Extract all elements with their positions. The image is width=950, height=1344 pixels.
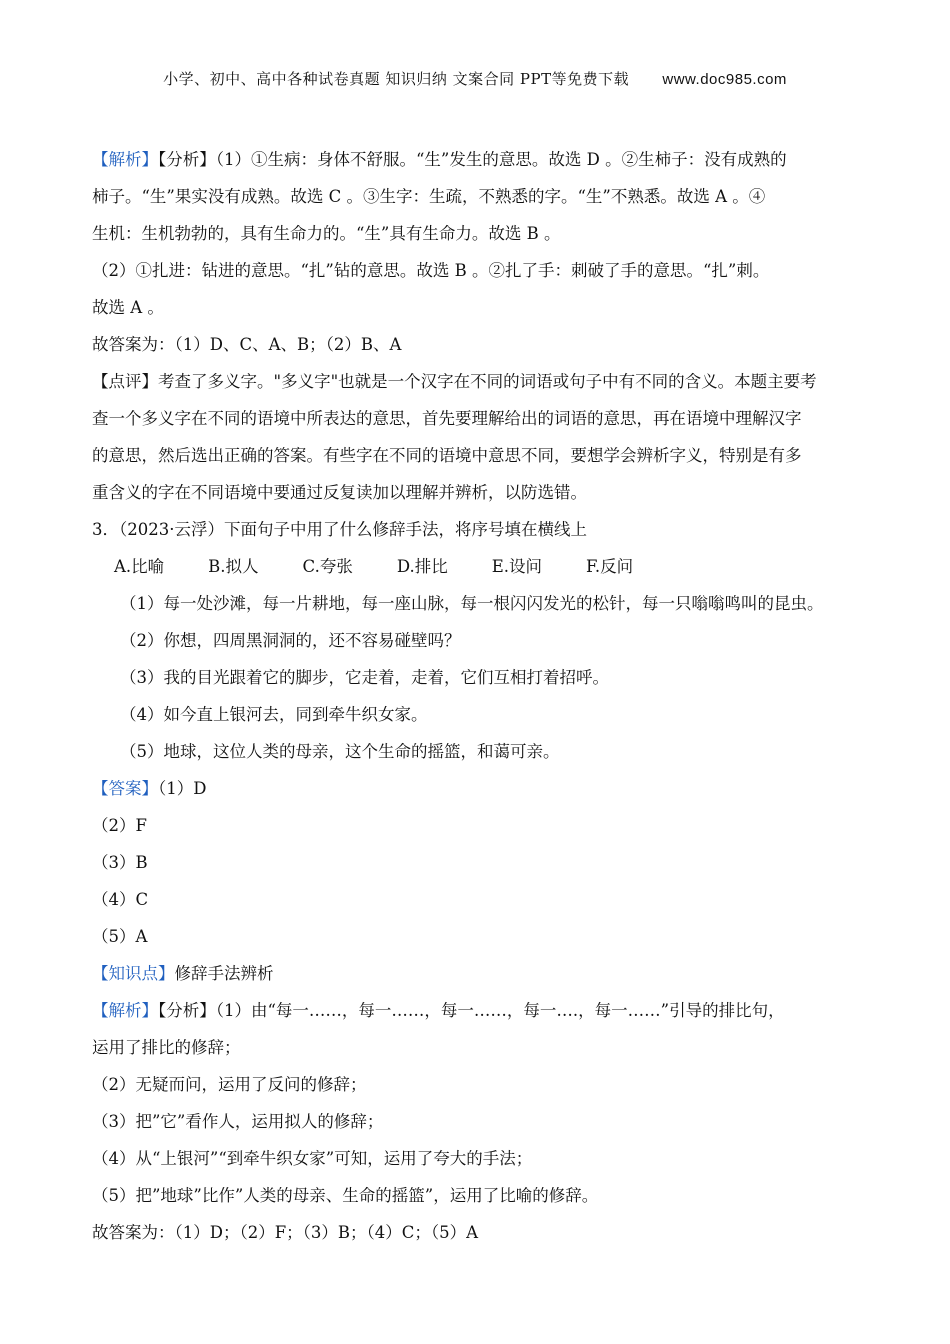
question-item: （5）地球，这位人类的母亲，这个生命的摇篮，和蔼可亲。: [120, 742, 560, 761]
comment-line: 重含义的字在不同语境中要通过反复读加以理解并辨析，以防选错。: [92, 483, 587, 502]
document-body: [92, 141, 872, 1251]
answer-line: 故答案为：（1）D、C、A、B；（2）B、A: [92, 335, 402, 354]
analysis-line: （5）把”地球”比作”人类的母亲、生命的摇篮”，运用了比喻的修辞。: [92, 1186, 599, 1205]
question-item: （4）如今直上银河去，同到牵牛织女家。: [120, 705, 428, 724]
page-header: [0, 68, 950, 89]
answer-line: （3）B: [92, 853, 148, 872]
option-item: F.反问: [586, 557, 634, 576]
analysis-line: 【解析】【分析】（1）由“每一……，每一……，每一……，每一….，每一……”引导的排比句，: [92, 1001, 785, 1020]
option-item: D.排比: [396, 557, 448, 576]
analysis-line: 运用了排比的修辞；: [92, 1038, 241, 1057]
answer-line: （2）F: [92, 816, 147, 835]
final-answer: 故答案为：（1）D；（2）F；（3）B；（4）C；（5）A: [92, 1223, 479, 1242]
tag-answer: 【答案】: [92, 779, 158, 798]
analysis-line: 柿子。“生”果实没有成熟。故选 C 。③生字：生疏，不熟悉的字。“生”不熟悉。故选 A 。④: [92, 187, 766, 206]
tag-jiexi: 【解析】: [92, 150, 158, 169]
analysis-line: （2）无疑而问，运用了反问的修辞；: [92, 1075, 367, 1094]
comment-line: 【点评】考查了多义字。"多义字"也就是一个汉字在不同的词语或句子中有不同的含义。本题主要考: [92, 372, 817, 391]
comment-line: 的意思，然后选出正确的答案。有些字在不同的语境中意思不同，要想学会辨析字义，特别是有多: [92, 446, 802, 465]
analysis-line: 故选 A 。: [92, 298, 164, 317]
option-item: A.比喻: [114, 557, 165, 576]
option-item: B.拟人: [208, 557, 259, 576]
tag-dianping: 【点评】: [92, 372, 158, 391]
question-item: （2）你想，四周黑洞洞的，还不容易碰壁吗？: [120, 631, 461, 650]
tag-knowledge: 【知识点】: [92, 964, 175, 983]
question-title: 3．（2023·云浮）下面句子中用了什么修辞手法，将序号填在横线上: [92, 520, 587, 539]
analysis-line: （3）把”它”看作人，运用拟人的修辞；: [92, 1112, 384, 1131]
answer-line: 【答案】（1）D: [92, 779, 207, 798]
knowledge-line: 【知识点】修辞手法辨析: [92, 964, 274, 983]
tag-jiexi: 【解析】: [92, 1001, 158, 1020]
analysis-line: 【解析】【分析】（1）①生病：身体不舒服。“生”发生的意思。故选 D 。②生柿子：没有成熟的: [92, 150, 787, 169]
option-item: E.设问: [491, 557, 543, 576]
answer-line: （4）C: [92, 890, 149, 909]
question-item: （1）每一处沙滩，每一片耕地，每一座山脉，每一根闪闪发光的松针，每一只嗡嗡鸣叫的昆虫。: [120, 594, 824, 613]
option-item: C.夸张: [302, 557, 353, 576]
analysis-line: （2）①扎进：钻进的意思。“扎”钻的意思。故选 B 。②扎了手：刺破了手的意思。“扎”刺。: [92, 261, 770, 280]
header-site: www.doc985.com: [662, 71, 787, 88]
header-text: 小学、初中、高中各种试卷真题 知识归纳 文案合同 PPT等免费下载: [163, 70, 630, 88]
question-item: （3）我的目光跟着它的脚步，它走着，走着，它们互相打着招呼。: [120, 668, 609, 687]
answer-line: （5）A: [92, 927, 148, 946]
analysis-line: 生机：生机勃勃的，具有生命力的。“生”具有生命力。故选 B 。: [92, 224, 561, 243]
analysis-line: （4）从“上银河”“到牵牛织女家”可知，运用了夸大的手法；: [92, 1149, 533, 1168]
comment-line: 查一个多义字在不同的语境中所表达的意思，首先要理解给出的词语的意思，再在语境中理解汉字: [92, 409, 802, 428]
question-options: [92, 548, 872, 585]
